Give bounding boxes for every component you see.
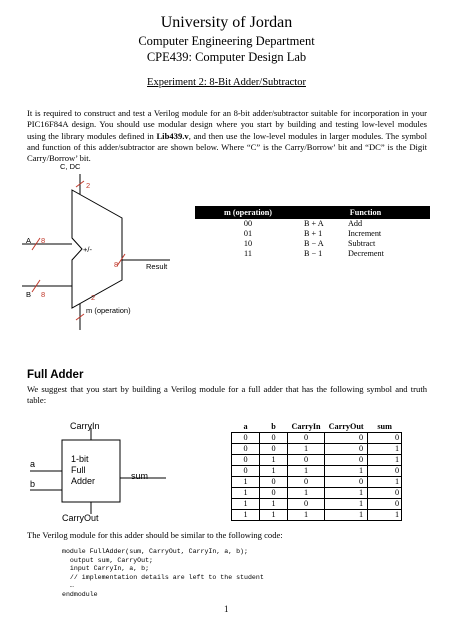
op-function (301, 249, 430, 259)
tt-cell: 0 (368, 433, 402, 444)
op-code: 00 (243, 219, 253, 228)
tt-cell: 1 (288, 488, 325, 499)
intro-text-b: , and then use the low-level modules in larger modules. The symbol and function of this adder/subtractor are shown below. Where “C” is the Carry/Borrow’ bit and “DC” is the Digit Carry/Borrow’ bit. (27, 130, 427, 164)
operation-table-header (195, 206, 430, 219)
op-function (301, 239, 430, 249)
tt-cell: 1 (288, 466, 325, 477)
tt-cell: 0 (260, 477, 288, 488)
verilog-code: module FullAdder(sum, CarryOut, CarryIn, a, b); output sum, CarryOut; input CarryIn, a, b; // implementation details are left to the student … endmodule (62, 548, 264, 598)
tt-cell: 0 (260, 433, 288, 444)
experiment-title: Experiment 2: 8-Bit Adder/Subtractor (147, 77, 306, 88)
op-function (301, 229, 430, 239)
table-row (232, 433, 402, 444)
lib-filename: Lib439.v (156, 130, 189, 141)
op-code: 01 (243, 229, 253, 238)
tt-cell: 1 (288, 444, 325, 455)
table-row (195, 249, 430, 259)
op-function (301, 219, 430, 229)
table-row (195, 219, 430, 229)
result-label: Result (146, 262, 168, 271)
tt-cell: 1 (232, 488, 260, 499)
top-width-label: 2 (86, 181, 91, 190)
tt-header-sum: sum (368, 421, 402, 433)
tt-cell: 0 (325, 477, 368, 488)
a-width-label: 8 (41, 236, 46, 245)
tt-cell: 0 (260, 488, 288, 499)
tt-cell: 1 (325, 499, 368, 510)
table-row (195, 239, 430, 249)
tt-cell: 0 (232, 466, 260, 477)
op-name: Increment (348, 229, 382, 238)
code-intro: The Verilog module for this adder should be similar to the following code: (27, 530, 283, 540)
op-name: Add (348, 219, 363, 228)
fa-b-label: b (30, 479, 36, 489)
truth-table-header (232, 421, 402, 433)
a-label: A (26, 236, 32, 245)
full-adder-heading: Full Adder (27, 369, 84, 381)
tt-cell: 0 (288, 433, 325, 444)
intro-paragraph (27, 108, 427, 164)
b-label: B (26, 290, 32, 299)
result-width-label: 8 (114, 260, 119, 269)
operation-table (195, 206, 430, 259)
tt-cell: 1 (260, 455, 288, 466)
bottom-width-label: 2 (91, 293, 96, 302)
table-row (232, 488, 402, 499)
tt-cell: 1 (288, 510, 325, 521)
op-name: Subtract (348, 239, 376, 248)
intro-text-a: It is required to construct and test a Verilog module for an 8-bit adder/subtractor suitable for incorporation in your PIC16F84A design. You should use modular design where you start by building and testing low-level modules using the library modules defined in (27, 108, 427, 141)
tt-cell: 0 (325, 433, 368, 444)
plusminus-label: +/- (83, 245, 92, 254)
tt-cell: 0 (325, 455, 368, 466)
tt-header-carryout: CarryOut (325, 421, 368, 433)
op-header-m: m (operation) (195, 206, 301, 219)
full-adder-paragraph: We suggest that you start by building a Verilog module for a full adder that has the following symbol and truth table: (27, 384, 427, 406)
sum-label: sum (131, 471, 149, 481)
op-expr: B + A (304, 219, 324, 228)
op-expr: B + 1 (304, 229, 323, 238)
fa-line2: Full (71, 465, 86, 475)
op-expr: B − A (304, 239, 324, 248)
tt-header-a: a (232, 421, 260, 433)
tt-cell: 1 (232, 477, 260, 488)
op-header-function: Function (301, 206, 430, 219)
tt-cell: 1 (260, 510, 288, 521)
table-row (232, 455, 402, 466)
tt-cell: 0 (232, 444, 260, 455)
carryin-label: CarryIn (70, 421, 100, 431)
table-row (195, 229, 430, 239)
op-label: m (operation) (86, 306, 131, 315)
tt-cell: 0 (368, 499, 402, 510)
tt-cell: 1 (325, 488, 368, 499)
tt-cell: 1 (325, 510, 368, 521)
tt-cell: 0 (260, 444, 288, 455)
tt-cell: 0 (232, 433, 260, 444)
adder-body (72, 190, 122, 308)
tt-header-carryin: CarryIn (288, 421, 325, 433)
op-code: 11 (244, 249, 252, 258)
tt-cell: 1 (368, 444, 402, 455)
tt-cell: 1 (260, 466, 288, 477)
full-adder-text (71, 454, 95, 487)
tt-cell: 1 (232, 499, 260, 510)
op-name: Decrement (348, 249, 384, 258)
tt-cell: 0 (288, 499, 325, 510)
table-row (232, 510, 402, 521)
tt-cell: 1 (368, 455, 402, 466)
truth-table (231, 421, 402, 521)
tt-cell: 1 (368, 477, 402, 488)
tt-cell: 0 (288, 477, 325, 488)
fa-line3: Adder (71, 476, 96, 486)
tt-cell: 1 (232, 510, 260, 521)
op-code: 10 (243, 239, 253, 248)
tt-cell: 0 (288, 455, 325, 466)
page-number: 1 (224, 604, 229, 614)
table-row (232, 499, 402, 510)
tt-cell: 0 (232, 455, 260, 466)
table-row (232, 477, 402, 488)
b-width-label: 8 (41, 290, 46, 299)
tt-cell: 0 (368, 488, 402, 499)
tt-cell: 0 (325, 444, 368, 455)
tt-header-b: b (260, 421, 288, 433)
department-title: Computer Engineering Department (138, 34, 315, 48)
tt-cell: 1 (368, 510, 402, 521)
university-title: University of Jordan (160, 14, 293, 31)
course-title: CPE439: Computer Design Lab (146, 50, 307, 64)
tt-cell: 1 (325, 466, 368, 477)
carryout-label: CarryOut (62, 513, 99, 523)
fa-a-label: a (30, 459, 36, 469)
table-row (232, 444, 402, 455)
table-row (232, 466, 402, 477)
op-expr: B − 1 (304, 249, 323, 258)
tt-cell: 0 (368, 466, 402, 477)
tt-cell: 1 (260, 499, 288, 510)
cdc-label: C, DC (60, 162, 81, 171)
fa-line1: 1-bit (71, 454, 89, 464)
